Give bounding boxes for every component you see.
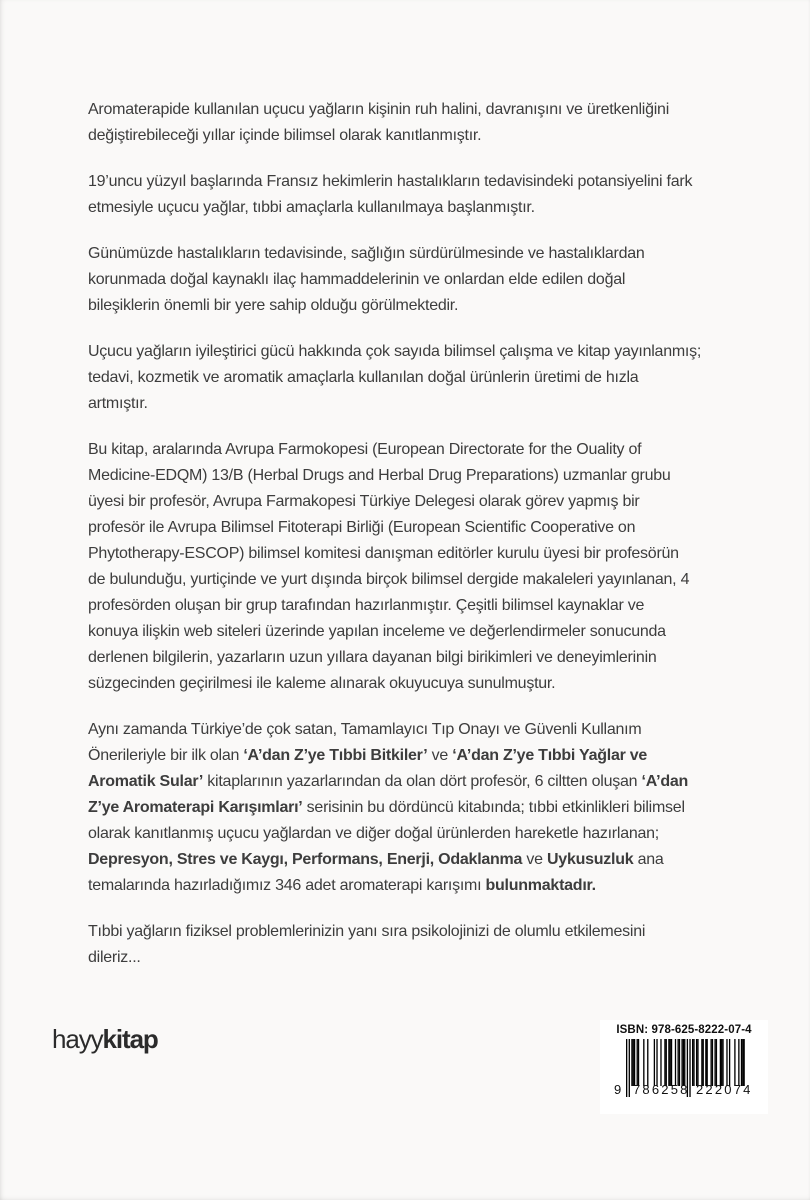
text-line (88, 619, 748, 645)
text-run: Uykusuzluk (546, 851, 634, 868)
text-line (88, 769, 748, 795)
text-run: bileşiklerin önemli bir yere sahip olduğu görülmektedir. (88, 297, 459, 314)
barcode-bar (631, 1039, 632, 1086)
barcode-bar (643, 1039, 644, 1086)
barcode-bar (707, 1039, 708, 1086)
text-run: Medicine-EDQM) 13/B (Herbal Drugs and Herbal Drug Preparations) uzmanlar grubu (88, 467, 671, 484)
text-run: Depresyon, Stres ve Kaygı, Performans, Enerji, Odaklanma (88, 851, 523, 868)
paragraph (88, 169, 748, 221)
text-run: korunmada doğal kaynaklı ilaç hammaddelerinin ve onlardan elde edilen doğal (88, 271, 626, 288)
text-line (88, 489, 748, 515)
text-line (88, 391, 748, 417)
barcode-digits-left: 786258 (633, 1082, 690, 1097)
barcode-bar (726, 1039, 727, 1086)
barcode-bar (696, 1039, 697, 1086)
text-line (88, 671, 748, 697)
barcode-bar (710, 1039, 711, 1086)
text-run: Bu kitap, aralarında Avrupa Farmokopesi (European Directorate for the Ouality of (88, 441, 642, 458)
barcode-bar (738, 1039, 739, 1086)
barcode-bar (729, 1039, 730, 1086)
text-run: Günümüzde hastalıkların tedavisinde, sağlığın sürdürülmesinde ve hastalıklardan (88, 245, 645, 262)
barcode-bar (654, 1039, 655, 1086)
text-line (88, 169, 748, 195)
text-line (88, 241, 748, 267)
text-run: ‘A’dan Z’ye Tıbbi Yağlar ve (452, 747, 648, 764)
text-run: Aromaterapide kullanılan uçucu yağların kişinin ruh halini, davranışını ve üretkenliğini (88, 101, 669, 118)
barcode-bar (705, 1039, 706, 1086)
paragraph (88, 339, 748, 417)
barcode-bar (697, 1039, 698, 1086)
text-line (88, 293, 748, 319)
text-run: bulunmaktadır. (485, 877, 596, 894)
text-run: üyesi bir profesör, Avrupa Farmakopesi Türkiye Delegesi olarak görev yapmış bir (88, 493, 640, 510)
barcode-bar (741, 1039, 742, 1086)
text-run: ve (522, 851, 547, 868)
barcode-bar (675, 1039, 676, 1086)
publisher-logo-hayy: hayy (52, 1024, 103, 1054)
barcode-bar (721, 1039, 722, 1086)
paragraph (88, 437, 748, 697)
text-line (88, 847, 748, 873)
text-run: kitaplarının yazarlarından da olan dört profesör, 6 ciltten oluşan (203, 773, 642, 790)
paragraph (88, 241, 748, 319)
barcode-bar (716, 1039, 717, 1086)
isbn-label: ISBN: 978-625-8222-07-4 (616, 1024, 752, 1036)
back-cover-text (88, 97, 748, 991)
text-run: Uçucu yağların iyileştirici gücü hakkında çok sayıda bilimsel çalışma ve kitap yayınlanmış; (88, 343, 702, 360)
text-run: profesörden oluşan bir grup tarafından hazırlanmıştır. Çeşitli bilimsel kaynaklar ve (88, 597, 645, 614)
barcode-bar (660, 1039, 661, 1086)
barcode-bar (647, 1039, 648, 1086)
isbn-barcode (600, 1020, 768, 1114)
text-line (88, 365, 748, 391)
barcode-bar (714, 1039, 715, 1086)
text-run: Tıbbi yağların fiziksel problemlerinizin yanı sıra psikolojinizi de olumlu etkilemesini (88, 923, 646, 940)
publisher-logo (52, 1023, 158, 1055)
barcode-bar (693, 1039, 694, 1086)
barcode-bar (683, 1039, 684, 1086)
text-run: tedavi, kozmetik ve aromatik amaçlarla kullanılan doğal ürünlerin üretimi de hızla (88, 369, 639, 386)
barcode-bar (637, 1039, 638, 1086)
text-line (88, 945, 748, 971)
barcode-bar (712, 1039, 713, 1086)
text-line (88, 515, 748, 541)
text-line (88, 97, 748, 123)
text-line (88, 795, 748, 821)
barcode-bar (679, 1039, 680, 1086)
text-line (88, 873, 748, 899)
barcode-bar (677, 1039, 678, 1086)
barcode-bar (638, 1039, 639, 1086)
barcode-bar (664, 1039, 665, 1086)
text-run: konuya ilişkin web siteleri üzerinde yapılan inceleme ve değerlendirmeler sonucunda (88, 623, 666, 640)
paragraph (88, 919, 748, 971)
barcode-bar (629, 1039, 630, 1097)
barcode-bar (670, 1039, 671, 1086)
text-run: derlenen bilgilerin, yazarların uzun yıllara dayanan bilgi birikimleri ve deneyimlerinin (88, 649, 657, 666)
barcode-bar (668, 1039, 669, 1086)
barcode-bar (684, 1039, 685, 1086)
text-run: olarak kanıtlanmış uçucu yağlardan ve diğer doğal ürünlerden hareketle hazırlanan; (88, 825, 659, 842)
text-line (88, 463, 748, 489)
barcode-bar (742, 1039, 743, 1086)
text-line (88, 123, 748, 149)
barcode-digit-first: 9 (614, 1082, 622, 1097)
paragraph (88, 717, 748, 899)
text-line (88, 645, 748, 671)
text-line (88, 593, 748, 619)
text-line (88, 919, 748, 945)
barcode-digits-right: 222074 (696, 1082, 753, 1097)
barcode-bar (634, 1039, 635, 1086)
paragraph (88, 97, 748, 149)
text-run: Aromatik Sular’ (88, 773, 204, 790)
barcode-bar (681, 1039, 682, 1086)
barcode-bar (656, 1039, 657, 1086)
text-line (88, 267, 748, 293)
text-run: Önerileriyle bir ilk olan (88, 747, 244, 764)
publisher-logo-kitap: kitap (102, 1024, 158, 1054)
text-run: profesör ile Avrupa Bilimsel Fitoterapi Birliği (European Scientific Cooperative on (88, 519, 636, 536)
text-run: artmıştır. (88, 395, 148, 412)
barcode-bar (633, 1039, 634, 1086)
text-run: 19’uncu yüzyıl başlarında Fransız hekimlerin hastalıkların tedavisindeki potansiyelini fark (88, 173, 693, 190)
text-run: ana (633, 851, 664, 868)
barcode-bar (692, 1039, 693, 1086)
text-line (88, 567, 748, 593)
barcode-bar (722, 1039, 723, 1086)
text-run: Aynı zamanda Türkiye’de çok satan, Tamamlayıcı Tıp Onayı ve Güvenli Kullanım (88, 721, 642, 738)
barcode-bar (720, 1039, 721, 1086)
text-run: ‘A’dan Z’ye Tıbbi Bitkiler’ (243, 747, 428, 764)
barcode-bar (743, 1039, 744, 1086)
text-run: de bulunduğu, yurtiçinde ve yurt dışında birçok bilimsel dergide makaleleri yayınlanan, 4 (88, 571, 690, 588)
text-run: değiştirebileceği yıllar içinde bilimsel olarak kanıtlanmıştır. (88, 127, 482, 144)
text-run: ‘A’dan (641, 773, 689, 790)
text-run: dileriz... (88, 949, 141, 966)
barcode-bar (626, 1039, 627, 1097)
text-run: süzgecinden geçirilmesi ile kaleme alınarak okuyucuya sunulmuştur. (88, 675, 556, 692)
text-run: temalarında hazırladığımız 346 adet aromaterapi karışımı (88, 877, 486, 894)
text-run: serisinin bu dördüncü kitabında; tıbbi etkinlikleri bilimsel (302, 799, 685, 816)
barcode-bar (701, 1039, 702, 1086)
barcode-bar (671, 1039, 672, 1086)
text-line (88, 195, 748, 221)
barcode-bar (703, 1039, 704, 1086)
barcode-bar (734, 1039, 735, 1086)
text-line (88, 717, 748, 743)
text-line (88, 437, 748, 463)
text-line (88, 743, 748, 769)
text-run: Phytotherapy-ESCOP) bilimsel komitesi danışman editörler kurulu üyesi bir profesörün (88, 545, 679, 562)
text-line (88, 821, 748, 847)
text-line (88, 541, 748, 567)
text-run: ve (427, 747, 453, 764)
text-run: etmesiyle uçucu yağlar, tıbbi amaçlarla kullanılmaya başlanmıştır. (88, 199, 535, 216)
text-run: Z’ye Aromaterapi Karışımları’ (88, 799, 303, 816)
barcode-bar (666, 1039, 667, 1086)
text-line (88, 339, 748, 365)
